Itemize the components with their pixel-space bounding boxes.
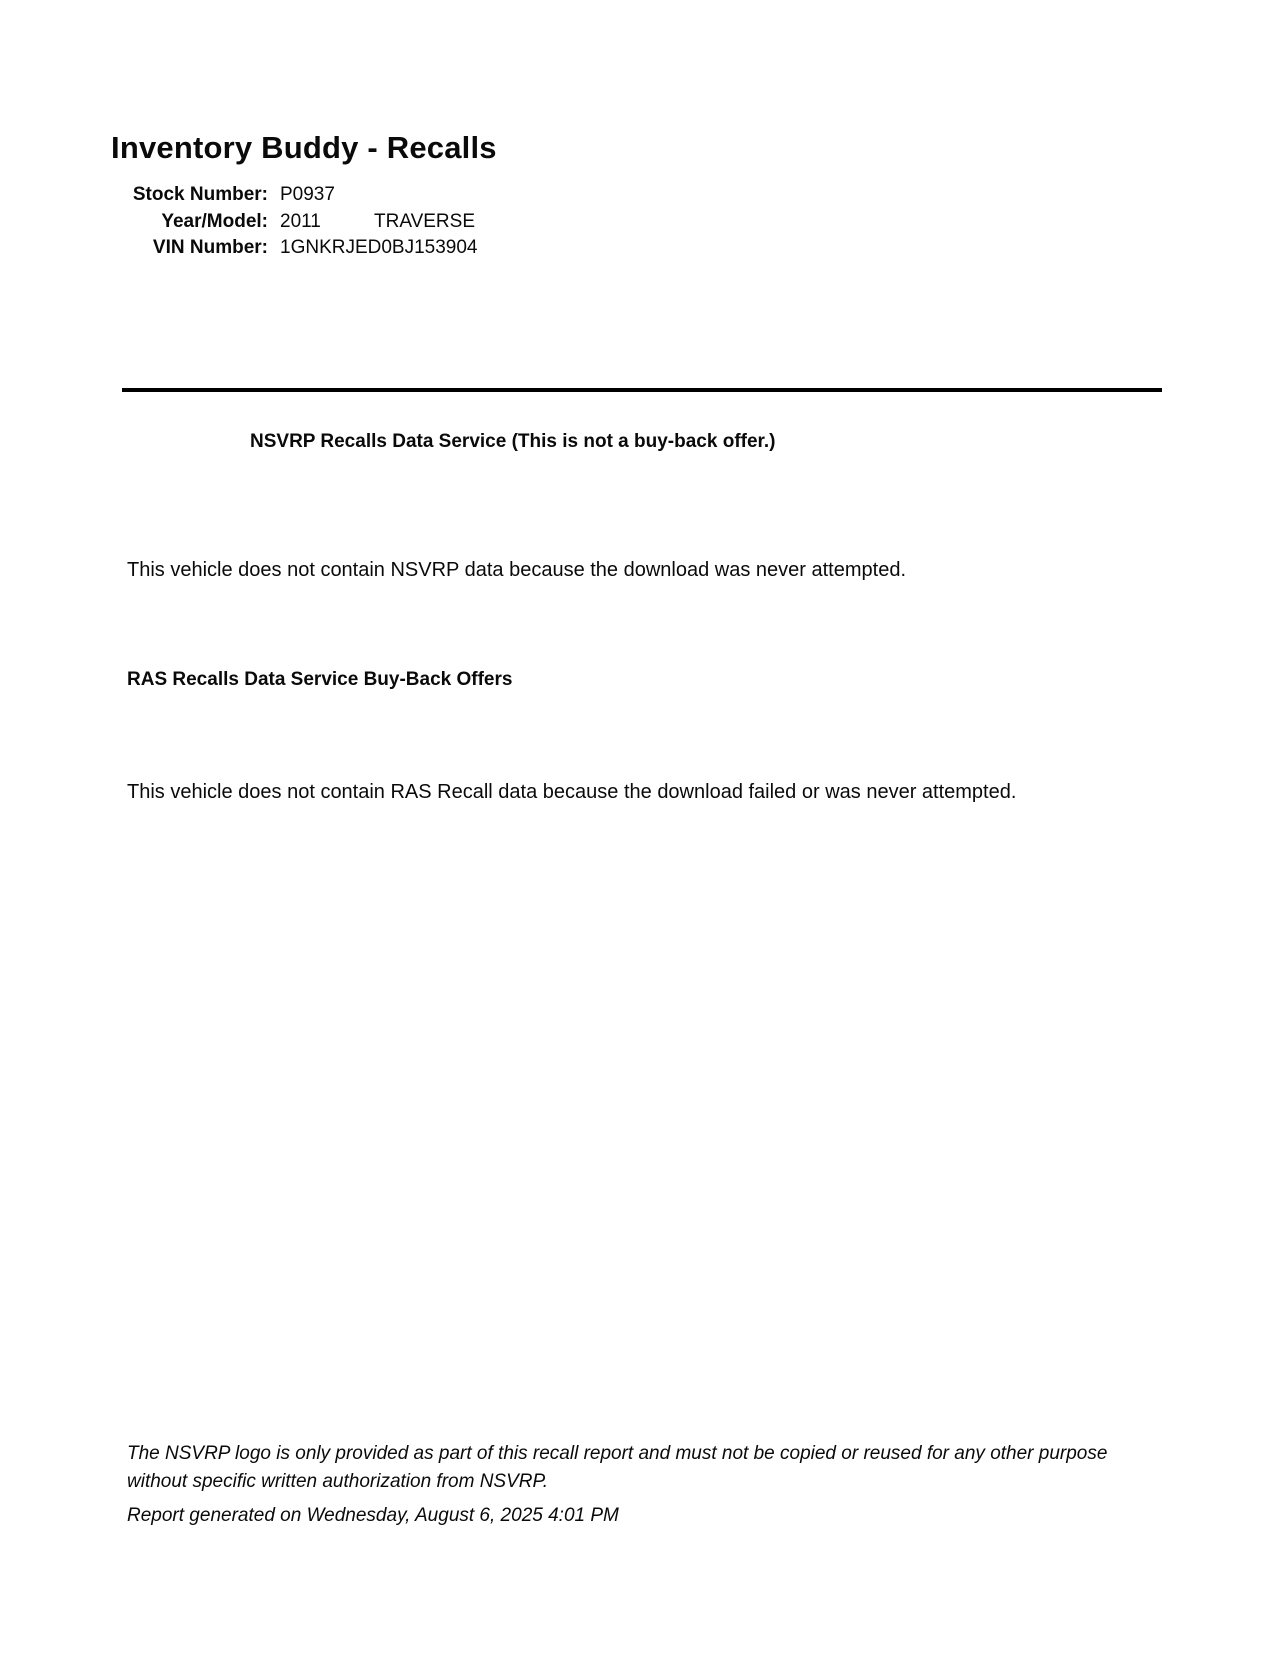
model-value: TRAVERSE — [374, 210, 476, 232]
ras-section-heading: RAS Recalls Data Service Buy-Back Offers — [127, 669, 513, 690]
report-generated-timestamp: Report generated on Wednesday, August 6, 2025 4:01 PM — [127, 1505, 619, 1526]
stock-number-label: Stock Number: — [132, 184, 268, 205]
vehicle-info-block — [112, 182, 478, 262]
stock-number-row — [112, 182, 478, 209]
vin-number-value: 1GNKRJED0BJ153904 — [280, 237, 478, 258]
year-model-row — [112, 209, 478, 236]
horizontal-rule — [122, 388, 1162, 392]
year-model-label: Year/Model: — [161, 210, 268, 232]
year-value: 2011 — [280, 210, 321, 232]
footer-disclaimer: The NSVRP logo is only provided as part of this recall report and must not be copied or reused for any other purpose without specific written authorization from NSVRP. — [127, 1443, 1108, 1492]
vin-number-row — [112, 235, 478, 262]
year-model-values — [280, 209, 475, 236]
nsvrp-section-body: This vehicle does not contain NSVRP data because the download was never attempted. — [127, 559, 906, 581]
nsvrp-section-heading: NSVRP Recalls Data Service (This is not a buy-back offer.) — [250, 431, 776, 452]
stock-number-value: P0937 — [280, 184, 335, 205]
ras-section-body: This vehicle does not contain RAS Recall data because the download failed or was never attempted. — [127, 781, 1017, 803]
page-title: Inventory Buddy - Recalls — [111, 130, 497, 165]
vin-number-label: VIN Number: — [152, 237, 268, 258]
